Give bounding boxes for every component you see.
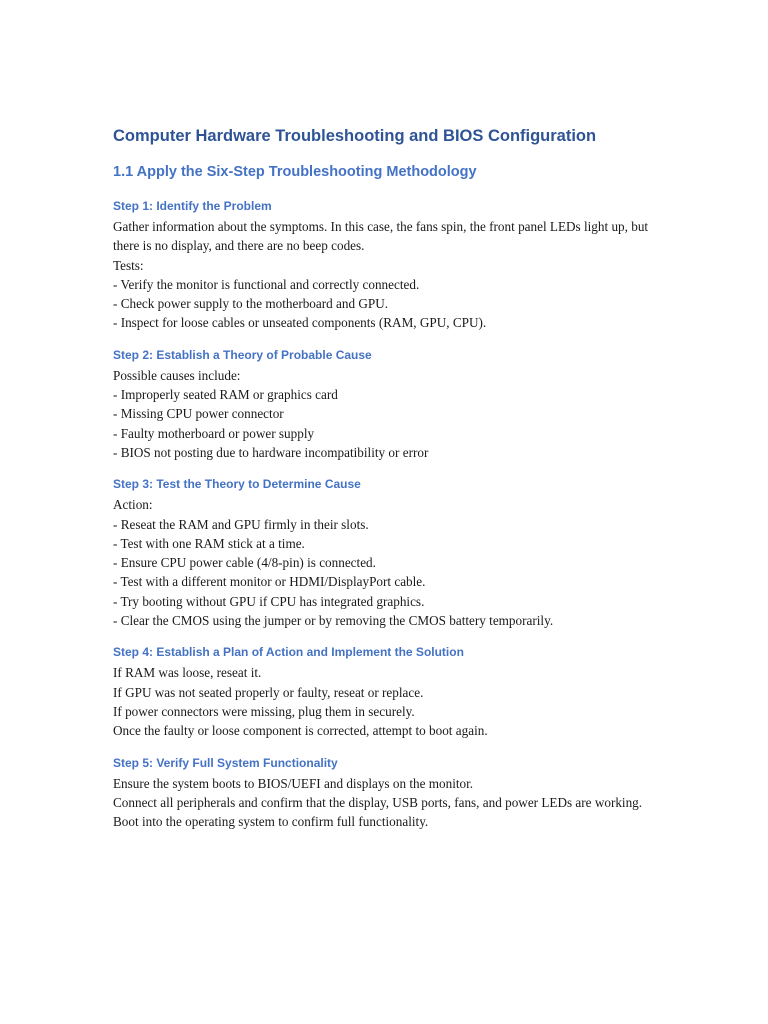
step-2: [113, 346, 653, 462]
body-line: Connect all peripherals and confirm that the display, USB ports, fans, and power LEDs are working.: [113, 794, 643, 810]
step-heading: Step 1: Identify the Problem: [113, 199, 272, 213]
step-body: [113, 495, 653, 630]
step-heading: Step 2: Establish a Theory of Probable Cause: [113, 347, 372, 362]
body-line: - BIOS not posting due to hardware incompatibility or error: [113, 444, 429, 460]
body-line: Tests:: [113, 257, 144, 273]
body-line: Boot into the operating system to confirm full functionality.: [113, 814, 429, 830]
document-page: [113, 124, 653, 831]
step-body: [113, 663, 653, 740]
body-line: - Reseat the RAM and GPU firmly in their slots.: [113, 516, 369, 532]
step-5: [113, 754, 653, 832]
body-line: Gather information about the symptoms. In this case, the fans spin, the front panel LEDs light up, but there is no display, and there are no beep codes.: [113, 219, 649, 254]
body-line: - Test with one RAM stick at a time.: [113, 535, 305, 551]
body-line: - Try booting without GPU if CPU has integrated graphics.: [113, 593, 425, 609]
body-line: - Check power supply to the motherboard and GPU.: [113, 296, 389, 312]
body-line: - Missing CPU power connector: [113, 406, 284, 422]
body-line: - Test with a different monitor or HDMI/DisplayPort cable.: [113, 574, 426, 590]
step-heading: Step 5: Verify Full System Functionality: [113, 755, 338, 770]
body-line: - Clear the CMOS using the jumper or by removing the CMOS battery temporarily.: [113, 613, 554, 629]
body-line: Once the faulty or loose component is corrected, attempt to boot again.: [113, 723, 488, 739]
body-line: Action:: [113, 497, 153, 513]
step-4: [113, 643, 653, 740]
step-body: [113, 774, 653, 832]
body-line: - Ensure CPU power cable (4/8-pin) is connected.: [113, 555, 376, 571]
body-line: - Improperly seated RAM or graphics card: [113, 387, 338, 403]
step-3: [113, 475, 653, 630]
body-line: - Faulty motherboard or power supply: [113, 425, 315, 441]
body-line: - Verify the monitor is functional and correctly connected.: [113, 276, 420, 292]
steps-list: [113, 197, 653, 831]
section-heading: 1.1 Apply the Six-Step Troubleshooting Methodology: [113, 164, 477, 180]
step-1: [113, 197, 653, 333]
body-line: If RAM was loose, reseat it.: [113, 665, 262, 681]
step-body: [113, 366, 653, 462]
step-body: [113, 217, 653, 333]
body-line: If power connectors were missing, plug them in securely.: [113, 703, 415, 719]
body-line: Ensure the system boots to BIOS/UEFI and displays on the monitor.: [113, 775, 474, 791]
body-line: - Inspect for loose cables or unseated components (RAM, GPU, CPU).: [113, 315, 487, 331]
body-line: If GPU was not seated properly or faulty, reseat or replace.: [113, 684, 424, 700]
step-heading: Step 3: Test the Theory to Determine Cause: [113, 477, 361, 492]
document-title: Computer Hardware Troubleshooting and BIOS Configuration: [113, 127, 597, 145]
step-heading: Step 4: Establish a Plan of Action and Implement the Solution: [113, 645, 464, 660]
body-line: Possible causes include:: [113, 367, 241, 383]
